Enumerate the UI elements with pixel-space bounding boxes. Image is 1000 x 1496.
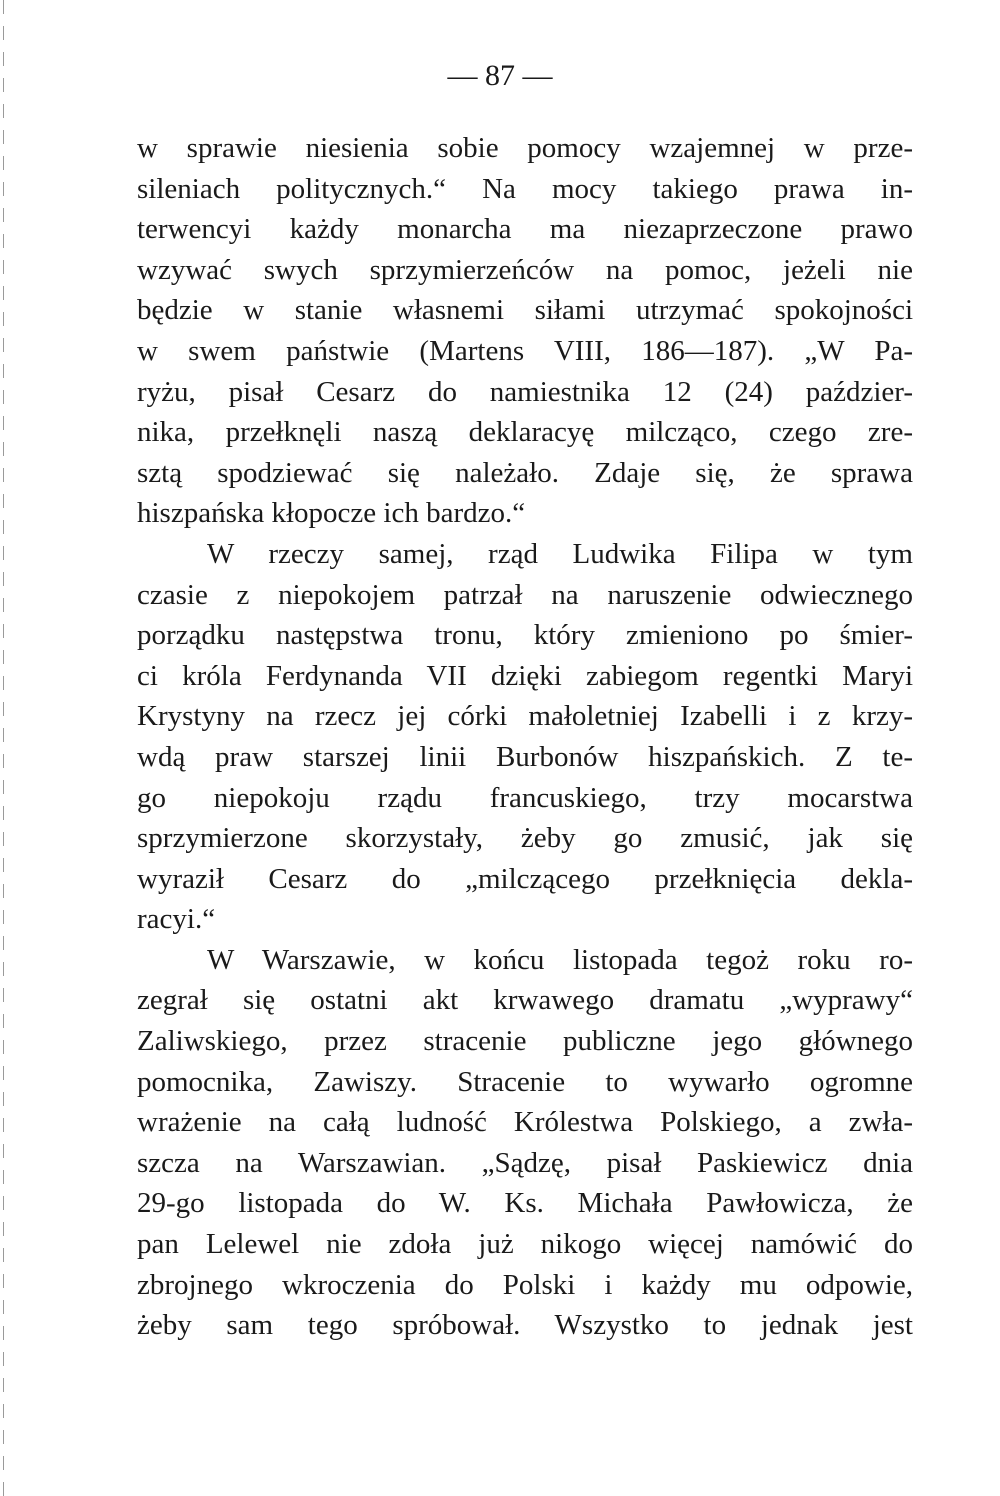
text-line: sztą spodziewać się należało. Zdaje się, że sprawa [137, 456, 913, 489]
text-line: w swem państwie (Martens VIII, 186—187). „W Pa- [137, 334, 913, 367]
page-number: — 87 — [447, 59, 553, 92]
text-line: zegrał się ostatni akt krwawego dramatu „wyprawy“ [137, 984, 913, 1017]
text-line: racyi.“ [137, 903, 216, 936]
text-line: wrażenie na całą ludność Królestwa Polskiego, a zwła- [137, 1106, 913, 1139]
text-line: 29-go listopada do W. Ks. Michała Pawłowicza, że [137, 1187, 913, 1220]
text-line: porządku następstwa tronu, który zmieniono po śmier- [137, 619, 913, 652]
text-line: Krystyny na rzecz jej córki małoletniej Izabelli i z krzy- [137, 700, 913, 733]
page-scan-edge [3, 0, 4, 1496]
text-line: w sprawie niesienia sobie pomocy wzajemnej w prze- [137, 132, 913, 164]
text-line: wyraził Cesarz do „milczącego przełknięcia dekla- [137, 862, 913, 895]
text-line: terwencyi każdy monarcha ma niezaprzeczone prawo [137, 213, 913, 246]
text-line: hiszpańska kłopocze ich bardzo.“ [137, 497, 526, 530]
text-line: pan Lelewel nie zdoła już nikogo więcej namówić do [137, 1228, 913, 1261]
paragraph-start-line: W rzeczy samej, rząd Ludwika Filipa w tym [207, 537, 913, 570]
text-line: będzie w stanie własnemi siłami utrzymać spokojności [137, 294, 913, 327]
text-line: czasie z niepokojem patrzał na naruszenie odwiecznego [137, 578, 913, 611]
text-line: Zaliwskiego, przez stracenie publiczne jego głównego [137, 1025, 913, 1058]
text-line: żeby sam tego spróbował. Wszystko to jednak jest [137, 1309, 913, 1342]
text-line: ryżu, pisał Cesarz do namiestnika 12 (24) paździer- [137, 375, 913, 408]
text-line: nika, przełknęli naszą deklaracyę milcząco, czego zre- [137, 416, 913, 449]
text-line: pomocnika, Zawiszy. Stracenie to wywarło ogromne [137, 1065, 913, 1098]
text-line: zbrojnego wkroczenia do Polski i każdy mu odpowie, [137, 1268, 913, 1301]
text-line: szcza na Warszawian. „Sądzę, pisał Paskiewicz dnia [137, 1146, 913, 1179]
text-line: go niepokoju rządu francuskiego, trzy mocarstwa [137, 781, 913, 814]
paragraph-start-line: W Warszawie, w końcu listopada tegoż roku ro- [207, 943, 913, 976]
text-line: ci króla Ferdynanda VII dzięki zabiegom regentki Maryi [137, 659, 913, 692]
text-line: wzywać swych sprzymierzeńców na pomoc, jeżeli nie [137, 253, 913, 286]
text-line: sileniach politycznych.“ Na mocy takiego prawa in- [137, 172, 913, 205]
text-line: wdą praw starszej linii Burbonów hiszpańskich. Z te- [137, 740, 913, 773]
text-line: sprzymierzone skorzystały, żeby go zmusić, jak się [137, 822, 913, 855]
body-text [137, 128, 913, 1346]
